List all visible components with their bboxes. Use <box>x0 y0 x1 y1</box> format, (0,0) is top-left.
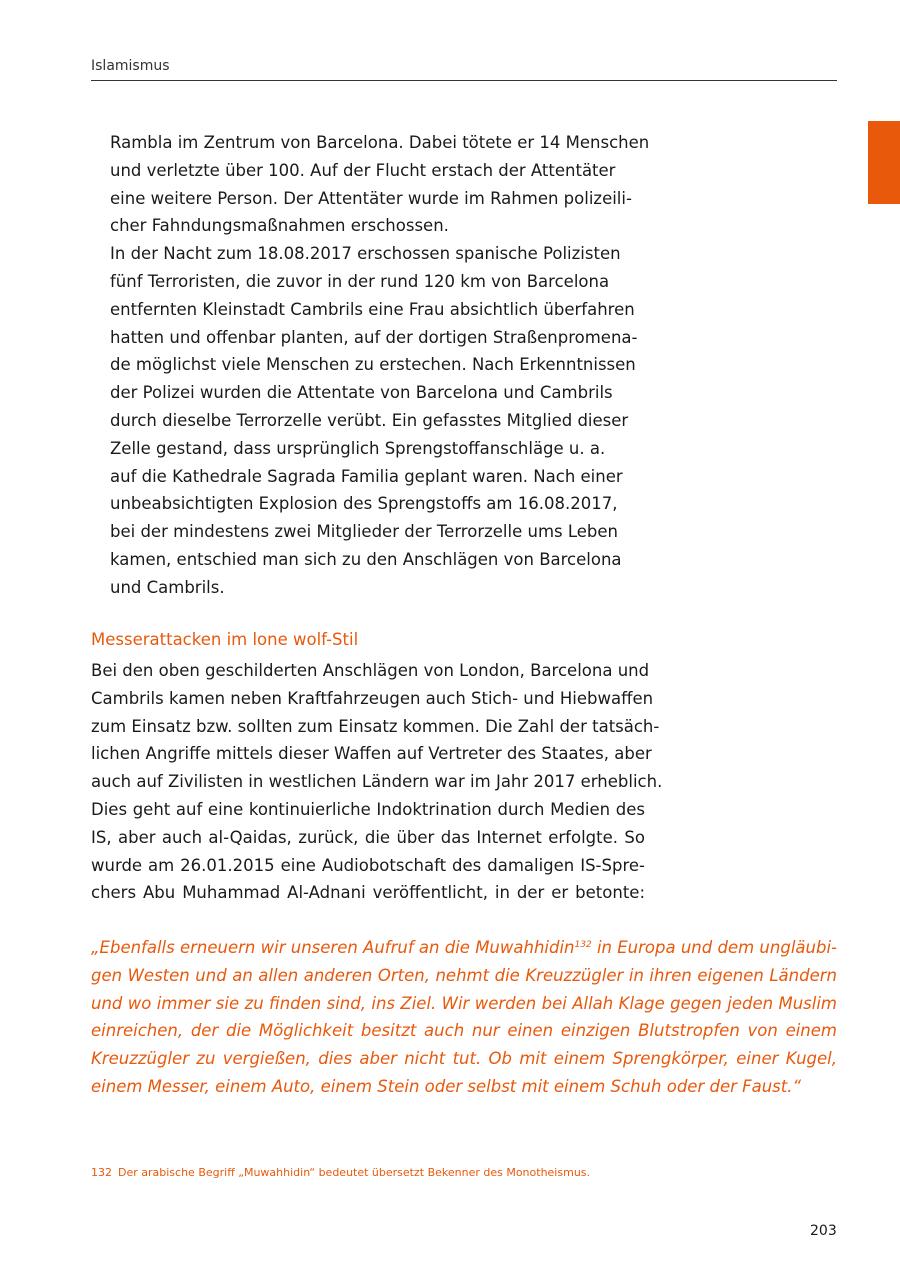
quote-line: Kreuzzügler zu vergießen, dies aber nicht tut. Ob mit einem Sprengkörper, einer Kugel, <box>91 1049 837 1069</box>
text-line: In der Nacht zum 18.08.2017 erschossen spanische Polizisten <box>110 244 621 264</box>
text-line: Bei den oben geschilderten Anschlägen von London, Barcelona und <box>91 661 650 680</box>
quote-line: einreichen, der die Möglichkeit besitzt auch nur einen einzigen Blutstropfen von einem <box>91 1021 837 1041</box>
text-line: Cambrils kamen neben Kraftfahrzeugen auch Stich- und Hiebwaffen <box>91 688 654 708</box>
text-line: Rambla im Zentrum von Barcelona. Dabei tötete er 14 Menschen <box>110 133 650 152</box>
text-line: der Polizei wurden die Attentate von Barcelona und Cambrils <box>110 383 613 403</box>
text-line: lichen Angriffe mittels dieser Waffen auf Vertreter des Staates, aber <box>91 744 652 764</box>
section-heading: Messerattacken im lone wolf-Stil <box>91 630 359 649</box>
text-line: durch dieselbe Terrorzelle verübt. Ein gefasstes Mitglied dieser <box>110 410 629 430</box>
quote-text: „Ebenfalls erneuern wir unseren Aufruf an die Muwahhidin <box>91 938 575 957</box>
page-number: 203 <box>810 1223 837 1239</box>
text-line: de möglichst viele Menschen zu erstechen. Nach Erkenntnissen <box>110 355 636 375</box>
text-line: und Cambrils. <box>110 577 225 597</box>
text-line: IS, aber auch al-Qaidas, zurück, die über das Internet erfolgte. So <box>91 827 645 847</box>
text-line: auch auf Zivilisten in westlichen Ländern war im Jahr 2017 erheblich. <box>91 772 663 792</box>
footnote-text: Der arabische Begriff „Muwahhidin“ bedeutet übersetzt Bekenner des Monotheismus. <box>118 1166 591 1179</box>
text-line: cher Fahndungsmaßnahmen erschossen. <box>110 216 449 236</box>
quote-line: und wo immer sie zu finden sind, ins Ziel. Wir werden bei Allah Klage gegen jeden Muslim <box>91 993 837 1013</box>
quote-text: in Europa und dem ungläubi- <box>591 938 837 957</box>
quote-line: gen Westen und an allen anderen Orten, nehmt die Kreuzzügler in ihren eigenen Ländern <box>91 965 837 985</box>
text-line: unbeabsichtigten Explosion des Sprengstoffs am 16.08.2017, <box>110 494 618 514</box>
text-line: Zelle gestand, dass ursprünglich Sprengstoffanschläge u. a. <box>110 438 606 458</box>
text-line: bei der mindestens zwei Mitglieder der Terrorzelle ums Leben <box>110 522 618 542</box>
text-line: hatten und offenbar planten, auf der dortigen Straßenpromena- <box>110 327 638 347</box>
footnote-reference[interactable]: 132 <box>574 940 592 950</box>
quote-line <box>91 934 837 962</box>
text-line: Dies geht auf eine kontinuierliche Indoktrination durch Medien des <box>91 799 645 819</box>
chapter-tab-marker <box>868 121 900 204</box>
quote-line: einem Messer, einem Auto, einem Stein oder selbst mit einem Schuh oder der Faust.“ <box>91 1076 802 1096</box>
footnote-number: 132 <box>91 1166 112 1179</box>
text-line: entfernten Kleinstadt Cambrils eine Frau absichtlich überfahren <box>110 299 635 319</box>
text-line: und verletzte über 100. Auf der Flucht erstach der Attentäter <box>110 160 616 180</box>
text-line: auf die Kathedrale Sagrada Familia geplant waren. Nach einer <box>110 466 623 486</box>
header-rule <box>91 80 837 81</box>
text-line: eine weitere Person. Der Attentäter wurde im Rahmen polizeili- <box>110 188 632 208</box>
text-line: kamen, entschied man sich zu den Anschlägen von Barcelona <box>110 549 622 569</box>
footnote <box>91 1166 590 1179</box>
section-paragraph <box>91 657 663 907</box>
text-line: fünf Terroristen, die zuvor in der rund 120 km von Barcelona <box>110 271 610 291</box>
running-header: Islamismus <box>91 58 170 74</box>
text-line: chers Abu Muhammad Al-Adnani veröffentlicht, in der er betonte: <box>91 883 645 903</box>
text-line: wurde am 26.01.2015 eine Audiobotschaft des damaligen IS-Spre- <box>91 855 645 875</box>
intro-paragraph <box>110 129 650 602</box>
text-line: zum Einsatz bzw. sollten zum Einsatz kommen. Die Zahl der tatsäch- <box>91 716 660 736</box>
block-quote <box>91 934 837 1101</box>
